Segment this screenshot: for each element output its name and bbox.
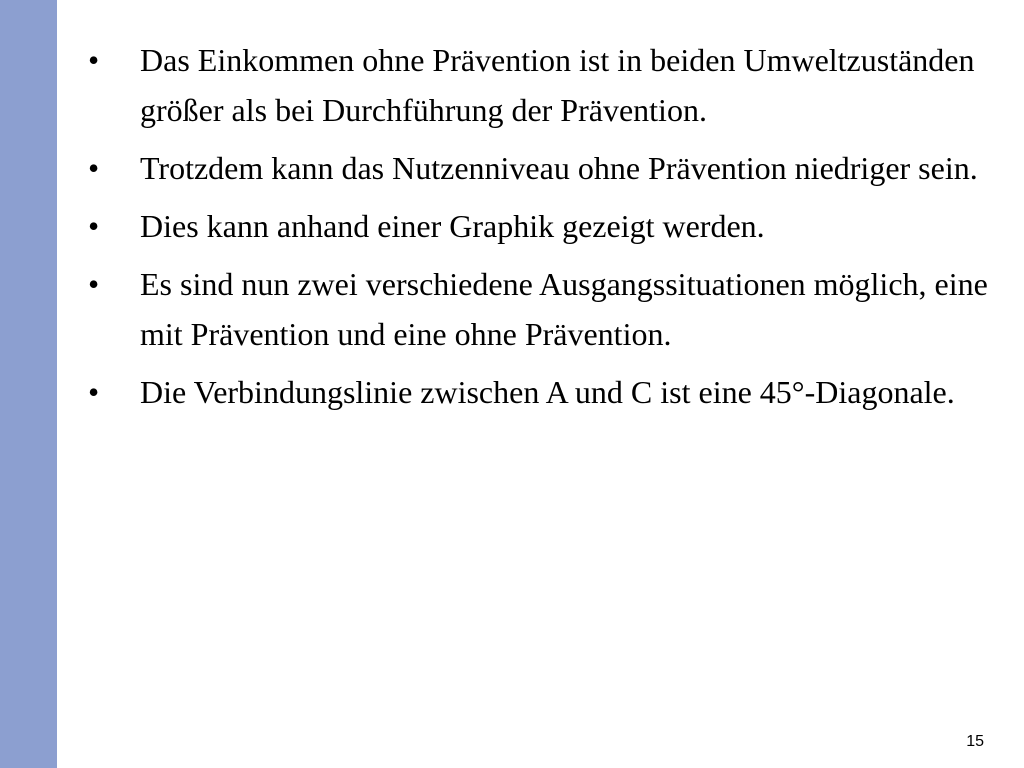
- bullet-dot-icon: •: [88, 42, 100, 78]
- bullet-dot-icon: •: [88, 150, 100, 186]
- bullet-dot-icon: •: [88, 374, 100, 410]
- bullet-dot-icon: •: [88, 266, 100, 302]
- slide-content: [84, 35, 994, 425]
- page-number: 15: [966, 733, 984, 750]
- bullet-text: Es sind nun zwei verschiedene Ausgangssituationen möglich, eine mit Prävention und eine ohne Prävention.: [140, 266, 988, 352]
- bullet-dot-icon: •: [88, 208, 100, 244]
- bullet-list: [84, 35, 994, 417]
- bullet-item: [84, 143, 994, 193]
- bullet-text: Trotzdem kann das Nutzenniveau ohne Prävention niedriger sein.: [140, 150, 978, 186]
- bullet-item: [84, 35, 994, 135]
- slide-side-bar: [0, 0, 57, 768]
- bullet-item: [84, 367, 994, 417]
- bullet-item: [84, 259, 994, 359]
- bullet-text: Die Verbindungslinie zwischen A und C ist eine 45°-Diagonale.: [140, 374, 955, 410]
- bullet-item: [84, 201, 994, 251]
- bullet-text: Dies kann anhand einer Graphik gezeigt werden.: [140, 208, 765, 244]
- bullet-text: Das Einkommen ohne Prävention ist in beiden Umweltzuständen größer als bei Durchführung der Prävention.: [140, 42, 975, 128]
